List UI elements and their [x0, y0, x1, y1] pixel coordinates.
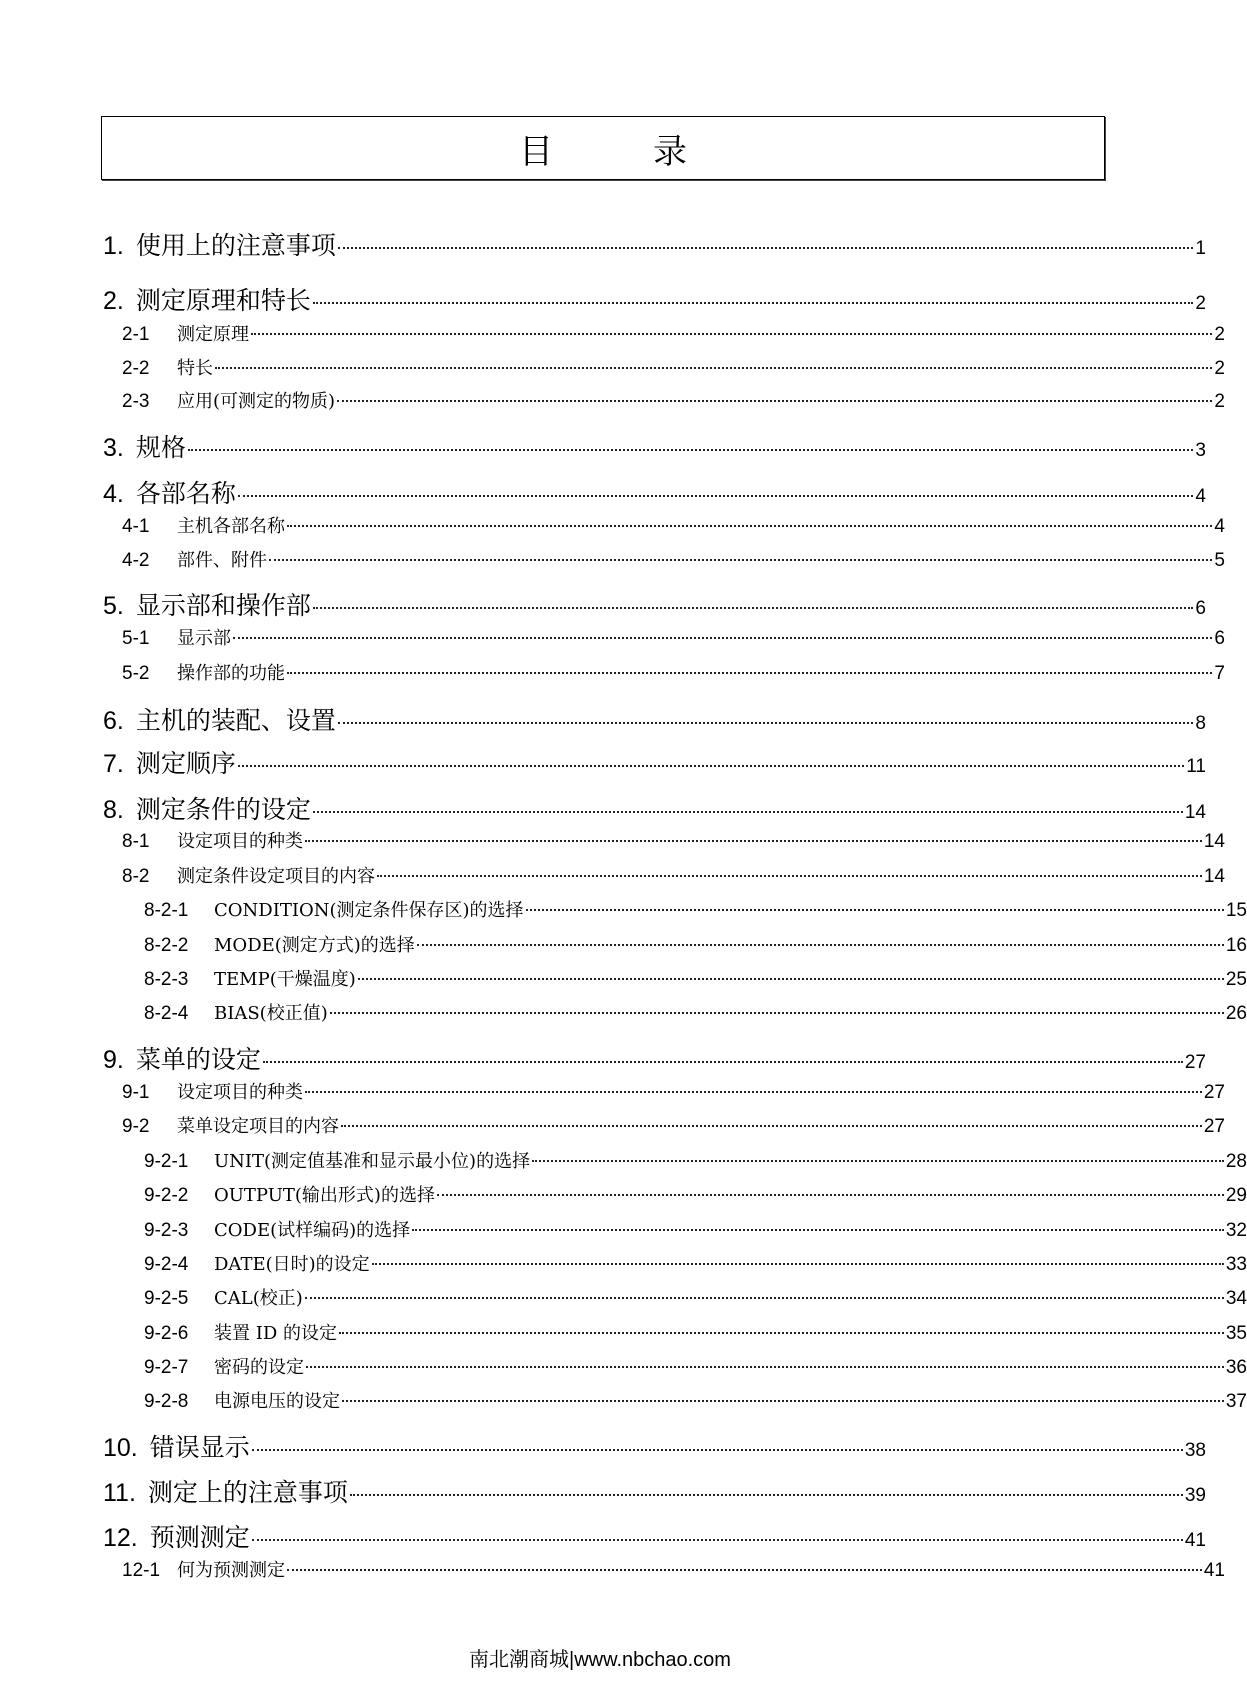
toc-entry[interactable]	[0, 931, 1247, 957]
toc-entry[interactable]	[0, 586, 1206, 622]
entry-title: 电源电压的设定	[214, 1391, 340, 1412]
entry-title: 预测测定	[149, 1524, 250, 1552]
entry-number: 9-2-5	[144, 1288, 189, 1309]
entry-title: DATE(日时)的设定	[214, 1254, 370, 1275]
entry-title: 主机各部名称	[177, 516, 285, 537]
toc-entry[interactable]	[0, 428, 1206, 464]
entry-page: 27	[1203, 1082, 1225, 1103]
toc-entry[interactable]	[0, 320, 1225, 346]
dot-leader	[252, 1539, 1183, 1541]
entry-number: 4-2	[122, 550, 150, 571]
entry-page: 2	[1214, 358, 1225, 379]
toc-entry[interactable]	[0, 1284, 1247, 1310]
entry-page: 34	[1225, 1288, 1247, 1309]
entry-number: 7.	[103, 750, 124, 778]
entry-number: 9.	[103, 1046, 124, 1074]
footer-watermark: 南北潮商城|www.nbchao.com	[469, 1649, 731, 1671]
dot-leader	[287, 672, 1212, 674]
entry-number: 2-1	[122, 324, 150, 345]
dot-leader	[233, 637, 1212, 639]
entry-number: 3.	[103, 434, 124, 462]
toc-entry[interactable]	[0, 1216, 1247, 1242]
entry-page: 28	[1225, 1151, 1247, 1172]
dot-leader	[350, 1494, 1183, 1496]
toc-title-char-1: 目	[519, 132, 553, 171]
dot-leader	[532, 1160, 1224, 1162]
entry-number: 9-2-6	[144, 1323, 189, 1344]
entry-title: 主机的装配、设置	[135, 707, 336, 735]
entry-number: 5-2	[122, 663, 150, 684]
entry-number: 9-2-2	[144, 1185, 189, 1206]
toc-entry[interactable]	[0, 896, 1247, 922]
toc-entry[interactable]	[0, 1518, 1206, 1554]
dot-leader	[437, 1194, 1224, 1196]
toc-entry[interactable]	[0, 1181, 1247, 1207]
entry-page: 4	[1214, 516, 1225, 537]
toc-entry[interactable]	[0, 1078, 1225, 1104]
entry-page: 14	[1184, 802, 1206, 823]
entry-number: 8-1	[122, 831, 150, 852]
entry-number: 2-3	[122, 391, 150, 412]
entry-number: 9-2-1	[144, 1151, 189, 1172]
entry-page: 41	[1203, 1560, 1225, 1581]
entry-title: 测定条件的设定	[135, 796, 311, 824]
dot-leader	[306, 1366, 1224, 1368]
entry-page: 15	[1225, 900, 1247, 921]
toc-entry[interactable]	[0, 1473, 1206, 1509]
entry-title: TEMP(干燥温度)	[214, 969, 356, 990]
dot-leader	[341, 1125, 1202, 1127]
entry-title: UNIT(测定值基准和显示最小位)的选择	[214, 1151, 531, 1172]
dot-leader	[305, 1297, 1224, 1299]
dot-leader	[338, 722, 1194, 724]
entry-number: 2-2	[122, 358, 150, 379]
entry-number: 4-1	[122, 516, 150, 537]
toc-entry[interactable]	[0, 1428, 1206, 1464]
entry-title: 显示部	[177, 628, 231, 649]
entry-page: 2	[1214, 324, 1225, 345]
toc-entry[interactable]	[0, 1112, 1225, 1138]
toc-entry[interactable]	[0, 281, 1206, 317]
toc-entry[interactable]	[0, 512, 1225, 538]
dot-leader	[313, 811, 1183, 813]
dot-leader	[252, 1449, 1183, 1451]
entry-number: 8-2-1	[144, 900, 189, 921]
toc-entry[interactable]	[0, 1040, 1206, 1076]
entry-page: 37	[1225, 1391, 1247, 1412]
entry-number: 1.	[103, 232, 124, 260]
toc-title-box	[101, 116, 1105, 180]
entry-number: 10.	[103, 1434, 138, 1462]
entry-page: 27	[1203, 1116, 1225, 1137]
entry-page: 2	[1214, 391, 1225, 412]
toc-entry[interactable]	[0, 1319, 1247, 1345]
entry-page: 14	[1203, 831, 1225, 852]
entry-number: 2.	[103, 287, 124, 315]
entry-title: 规格	[135, 434, 186, 462]
toc-entry[interactable]	[0, 226, 1206, 262]
entry-title: 特长	[177, 358, 213, 379]
entry-page: 11	[1186, 756, 1206, 777]
toc-entry[interactable]	[0, 546, 1225, 572]
entry-page: 36	[1225, 1357, 1247, 1378]
entry-page: 5	[1214, 550, 1225, 571]
dot-leader	[251, 333, 1212, 335]
dot-leader	[338, 247, 1194, 249]
entry-page: 35	[1225, 1323, 1247, 1344]
toc-entry[interactable]	[0, 624, 1225, 650]
entry-title: 应用(可测定的物质)	[177, 391, 336, 412]
dot-leader	[412, 1229, 1224, 1231]
toc-title-char-2: 录	[653, 132, 687, 171]
dot-leader	[188, 449, 1194, 451]
entry-number: 8.	[103, 796, 124, 824]
entry-page: 4	[1195, 486, 1206, 507]
entry-title: 部件、附件	[177, 550, 267, 571]
entry-number: 9-2-7	[144, 1357, 189, 1378]
dot-leader	[372, 1263, 1224, 1265]
entry-title: 各部名称	[135, 480, 236, 508]
entry-number: 9-2	[122, 1116, 150, 1137]
entry-title: 设定项目的种类	[177, 831, 303, 852]
dot-leader	[313, 607, 1194, 609]
entry-title: 错误显示	[149, 1434, 250, 1462]
entry-number: 5-1	[122, 628, 150, 649]
entry-page: 29	[1225, 1185, 1247, 1206]
entry-title: MODE(测定方式)的选择	[214, 935, 415, 956]
toc-entry[interactable]	[0, 999, 1247, 1025]
entry-page: 6	[1214, 628, 1225, 649]
entry-title: 操作部的功能	[177, 663, 285, 684]
dot-leader	[330, 1012, 1224, 1014]
toc-entry[interactable]	[0, 827, 1225, 853]
toc-entry[interactable]	[0, 790, 1206, 826]
entry-number: 8-2-3	[144, 969, 189, 990]
dot-leader	[269, 559, 1212, 561]
entry-title: CODE(试样编码)的选择	[214, 1220, 411, 1241]
dot-leader	[287, 525, 1212, 527]
entry-page: 3	[1195, 440, 1206, 461]
dot-leader	[526, 909, 1224, 911]
entry-title: 测定原理	[177, 324, 249, 345]
entry-title: CAL(校正)	[214, 1288, 303, 1309]
entry-title: 测定原理和特长	[135, 287, 311, 315]
entry-page: 33	[1225, 1254, 1247, 1275]
entry-number: 9-2-3	[144, 1220, 189, 1241]
toc-entry[interactable]	[0, 965, 1247, 991]
entry-number: 8-2	[122, 866, 150, 887]
toc-entry[interactable]	[0, 862, 1225, 888]
toc-entry[interactable]	[0, 659, 1225, 685]
entry-title: 测定条件设定项目的内容	[177, 866, 375, 887]
dot-leader	[337, 400, 1212, 402]
toc-entry[interactable]	[0, 1556, 1225, 1582]
entry-number: 9-2-8	[144, 1391, 189, 1412]
entry-number: 6.	[103, 707, 124, 735]
entry-page: 2	[1195, 293, 1206, 314]
entry-number: 4.	[103, 480, 124, 508]
toc-entry[interactable]	[0, 1250, 1247, 1276]
entry-page: 14	[1203, 866, 1225, 887]
entry-page: 32	[1225, 1220, 1247, 1241]
entry-number: 5.	[103, 592, 124, 620]
entry-title: 菜单的设定	[135, 1046, 261, 1074]
toc-entry[interactable]	[0, 474, 1206, 510]
entry-page: 26	[1225, 1003, 1247, 1024]
entry-title: OUTPUT(输出形式)的选择	[214, 1185, 435, 1206]
entry-title: 测定顺序	[135, 750, 236, 778]
entry-page: 27	[1184, 1052, 1206, 1073]
entry-page: 16	[1225, 935, 1247, 956]
entry-title: 何为预测测定	[177, 1560, 285, 1581]
entry-title: CONDITION(测定条件保存区)的选择	[214, 900, 524, 921]
dot-leader	[313, 302, 1194, 304]
toc-entry[interactable]	[0, 354, 1225, 380]
entry-number: 12.	[103, 1524, 138, 1552]
dot-leader	[263, 1061, 1183, 1063]
entry-title: 菜单设定项目的内容	[177, 1116, 339, 1137]
entry-number: 8-2-4	[144, 1003, 189, 1024]
dot-leader	[342, 1400, 1224, 1402]
entry-page: 7	[1214, 663, 1225, 684]
entry-page: 38	[1184, 1440, 1206, 1461]
toc-entry[interactable]	[0, 701, 1206, 737]
dot-leader	[287, 1569, 1202, 1571]
entry-number: 12-1	[122, 1560, 161, 1581]
entry-title: 测定上的注意事项	[147, 1479, 348, 1507]
entry-title: 显示部和操作部	[135, 592, 311, 620]
entry-title: 密码的设定	[214, 1357, 304, 1378]
dot-leader	[215, 367, 1212, 369]
dot-leader	[339, 1332, 1224, 1334]
dot-leader	[358, 978, 1224, 980]
entry-page: 8	[1195, 713, 1206, 734]
toc-entry[interactable]	[0, 387, 1225, 413]
entry-page: 6	[1195, 598, 1206, 619]
toc-entry[interactable]	[0, 1147, 1247, 1173]
dot-leader	[305, 1091, 1202, 1093]
dot-leader	[238, 495, 1194, 497]
dot-leader	[305, 840, 1202, 842]
toc-entry[interactable]	[0, 1353, 1247, 1379]
toc-entry[interactable]	[0, 1387, 1247, 1413]
entry-page: 1	[1195, 238, 1206, 259]
entry-page: 41	[1184, 1530, 1206, 1551]
dot-leader	[238, 765, 1184, 767]
entry-number: 9-1	[122, 1082, 150, 1103]
entry-number: 8-2-2	[144, 935, 189, 956]
entry-page: 39	[1184, 1485, 1206, 1506]
dot-leader	[377, 875, 1202, 877]
dot-leader	[417, 944, 1224, 946]
entry-title: 设定项目的种类	[177, 1082, 303, 1103]
toc-entry[interactable]	[0, 744, 1206, 780]
entry-page: 25	[1225, 969, 1247, 990]
entry-title: BIAS(校正值)	[214, 1003, 328, 1024]
entry-number: 9-2-4	[144, 1254, 189, 1275]
entry-title: 装置 ID 的设定	[214, 1323, 337, 1344]
entry-title: 使用上的注意事项	[135, 232, 336, 260]
entry-number: 11.	[103, 1479, 136, 1507]
